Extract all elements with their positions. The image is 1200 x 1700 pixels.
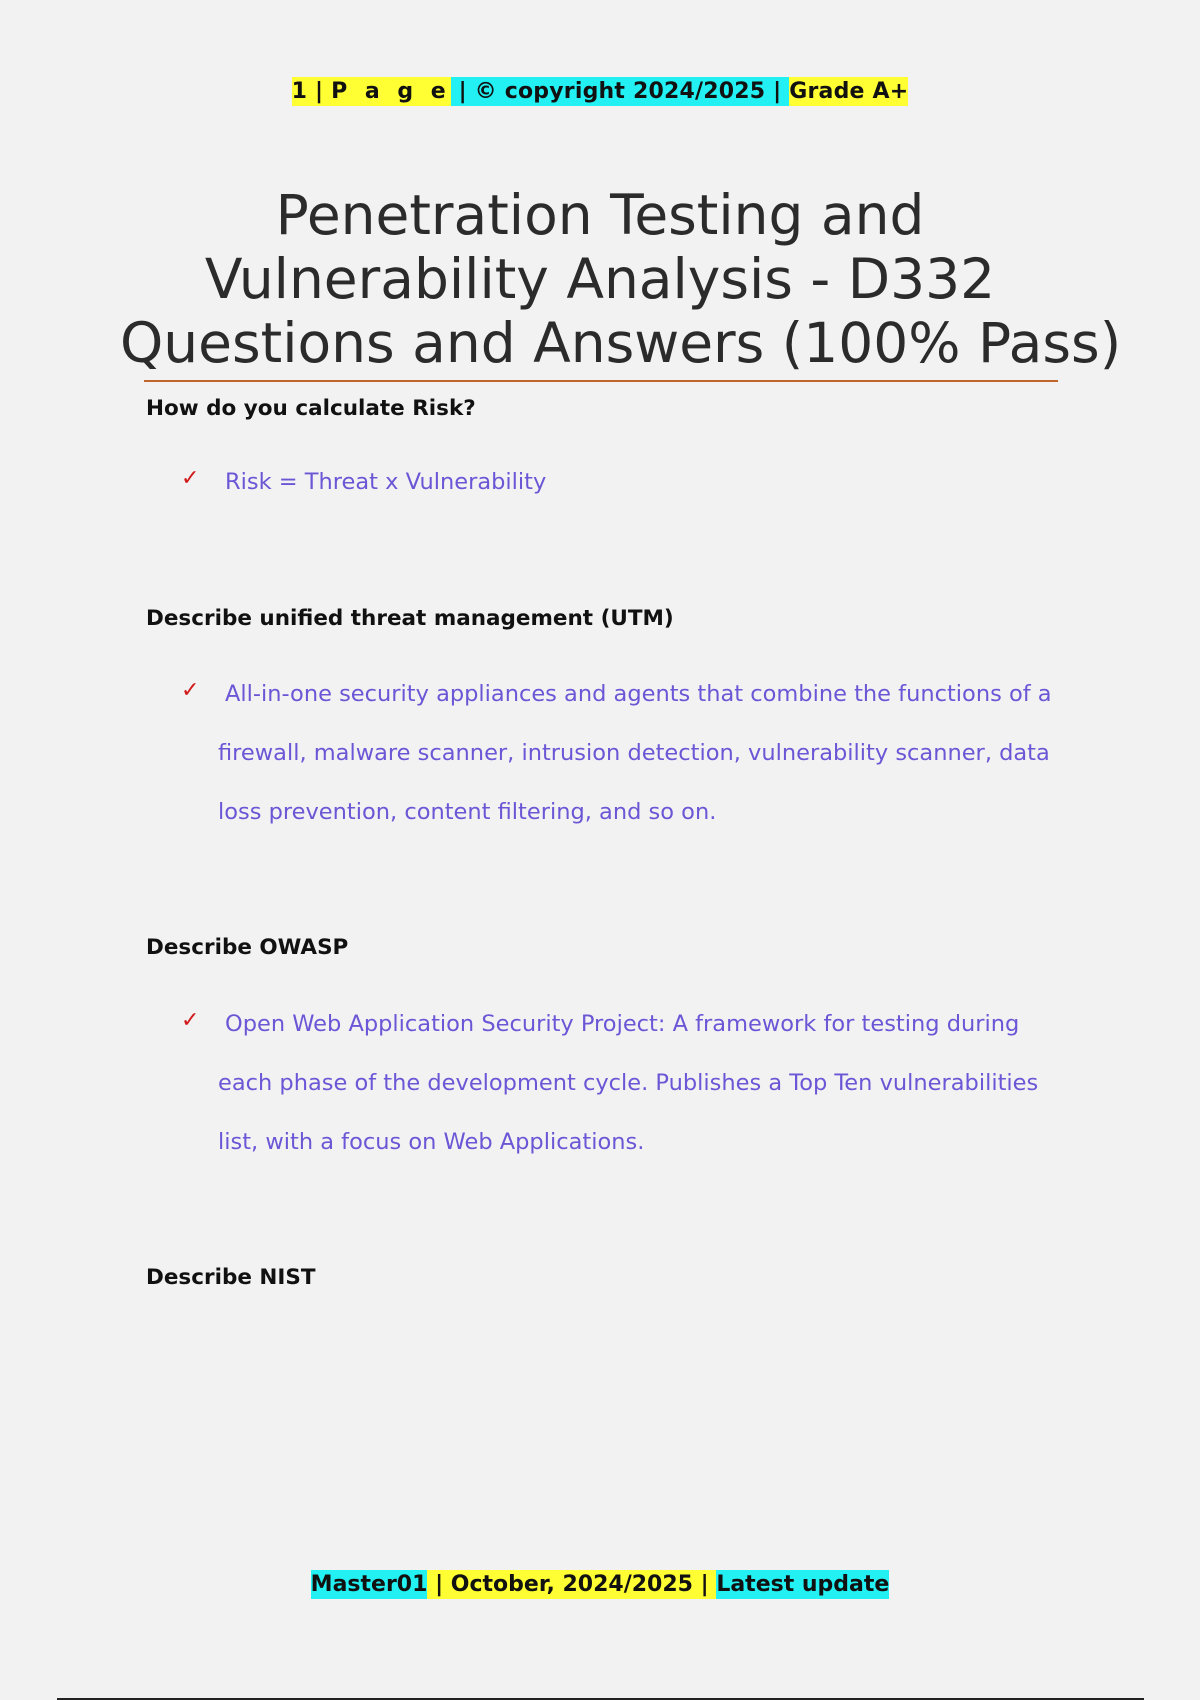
- footer-author: Master01: [310, 1572, 428, 1597]
- title-line-1: Penetration Testing and: [275, 183, 925, 247]
- page-number: 1: [291, 79, 308, 104]
- title-line-2: Vulnerability Analysis - D332: [204, 247, 996, 311]
- question-1: How do you calculate Risk?: [146, 396, 476, 421]
- check-icon: ✓: [181, 466, 200, 491]
- question-4: Describe NIST: [146, 1265, 316, 1290]
- document-title: [120, 183, 1122, 375]
- copyright-text: | © copyright 2024/2025: [450, 79, 774, 104]
- page-header: [0, 74, 1200, 110]
- answer-3: Open Web Application Security Project: A framework for testing during each phase of the development cycle. Publishes a Top Ten vulnerabilities list, with a focus on Web Applications.: [218, 1011, 1039, 1155]
- question-3: Describe OWASP: [146, 935, 349, 960]
- check-icon: ✓: [181, 1008, 200, 1033]
- check-icon: ✓: [181, 678, 200, 703]
- footer-separator: |: [427, 1572, 451, 1597]
- title-line-3: Questions and Answers (100% Pass): [120, 311, 1122, 375]
- answer-2: All-in-one security appliances and agents that combine the functions of a firewall, malware scanner, intrusion detection, vulnerability scanner, data loss prevention, content filtering, and so on.: [218, 681, 1052, 825]
- header-separator-2: |: [773, 79, 790, 104]
- footer-status: Latest update: [716, 1572, 890, 1597]
- grade-badge: Grade A+: [789, 79, 909, 104]
- page-label: P a g e: [331, 79, 451, 104]
- question-2: Describe unified threat management (UTM): [146, 606, 674, 631]
- title-divider: [144, 380, 1058, 382]
- footer-separator-2: |: [692, 1572, 717, 1597]
- header-separator: |: [307, 79, 332, 104]
- page-footer: [0, 1567, 1200, 1603]
- footer-date: October, 2024/2025: [450, 1572, 693, 1597]
- answer-1: Risk = Threat x Vulnerability: [225, 469, 547, 495]
